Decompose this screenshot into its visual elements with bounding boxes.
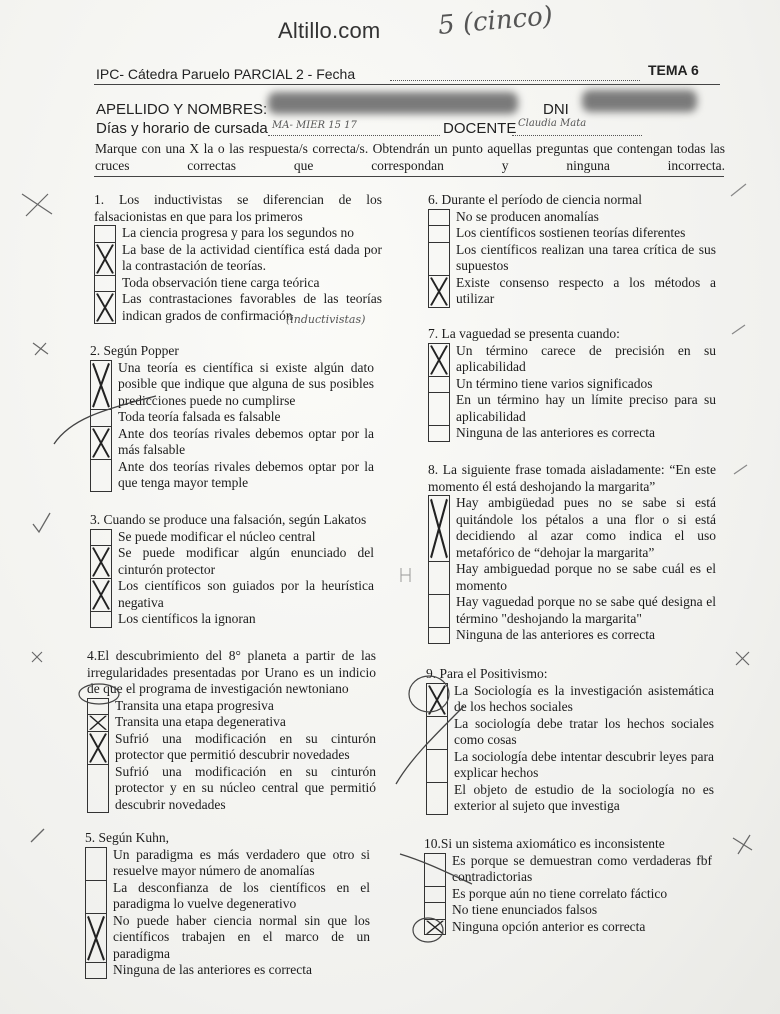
x-mark-icon (88, 715, 108, 731)
answer-checkbox[interactable] (85, 880, 107, 913)
answer-text: La sociología debe intentar descubrir leyes para explicar hechos (454, 748, 714, 780)
question-5 (85, 830, 370, 979)
schedule-label: Días y horario de cursada (96, 120, 268, 137)
answer-text: Sufrió una modificación en su cinturón protector y en su núcleo central que permitió descubrir novedades (115, 763, 376, 812)
answer-option[interactable] (424, 902, 712, 919)
question-stem: 5. Según Kuhn, (85, 830, 169, 845)
answer-option[interactable] (87, 764, 376, 814)
options (87, 698, 376, 814)
answer-option[interactable] (426, 716, 714, 749)
answer-option[interactable] (428, 594, 716, 627)
wrong-mark-icon (734, 650, 752, 668)
answer-checkbox[interactable] (94, 275, 116, 292)
question-stem: 8. La siguiente frase tomada aisladamente: “En este momento él está deshojando la margarita” (428, 462, 716, 494)
answer-checkbox[interactable] (90, 409, 112, 426)
options (94, 225, 382, 324)
answer-checkbox[interactable] (428, 275, 450, 308)
answer-option[interactable] (428, 343, 716, 376)
question-4 (87, 648, 376, 813)
schedule-blank (268, 135, 440, 136)
answer-text: Los científicos la ignoran (118, 611, 256, 626)
x-mark-icon (91, 427, 111, 459)
schedule-value: MA- MIER 15 17 (272, 120, 357, 131)
answer-option[interactable] (90, 360, 374, 410)
answer-text: Transita una etapa progresiva (115, 697, 274, 713)
answer-text: Un término carece de precisión en su aplicabilidad (456, 342, 716, 374)
answer-text: Ninguna de las anteriores es correcta (113, 962, 313, 977)
answer-option[interactable] (87, 698, 376, 715)
answer-option[interactable] (90, 426, 374, 459)
teacher-value: Claudia Mata (518, 118, 587, 129)
answer-option[interactable] (87, 731, 376, 764)
answer-text: No se producen anomalías (456, 208, 599, 224)
answer-option[interactable] (428, 627, 716, 644)
check-mark-icon (28, 826, 48, 846)
options (428, 343, 716, 442)
answer-option[interactable] (424, 853, 712, 886)
answer-text: Es porque se demuestran como verdaderas fbf contradictorias (452, 852, 712, 884)
question-stem: 1. Los inductivistas se diferencian de los falsacionistas en que para los primeros (94, 192, 382, 224)
answer-text: Se puede modificar el núcleo central (118, 528, 316, 544)
answer-option[interactable] (90, 529, 374, 546)
handwritten-grade: 5 (cinco) (436, 1, 555, 41)
answer-text: Toda teoría falsada es falsable (118, 409, 281, 424)
x-mark-icon (91, 579, 111, 611)
question-stem: 4.El descubrimiento del 8° planeta a partir de las irregularidades presentadas por Urano es un indicio de que el programa de investigación newtoniano (87, 648, 376, 696)
answer-option[interactable] (428, 392, 716, 425)
answer-option[interactable] (428, 209, 716, 226)
options (428, 209, 716, 308)
surname-label: APELLIDO Y NOMBRES: (96, 101, 268, 118)
x-mark-icon (95, 292, 115, 323)
answer-checkbox[interactable] (424, 902, 446, 919)
answer-checkbox[interactable] (428, 627, 450, 644)
answer-text: Las contrastaciones favorables de las teorías indican grados de confirmación (122, 291, 382, 323)
answer-checkbox[interactable] (426, 749, 448, 782)
header-rule (94, 84, 720, 85)
answer-text: Ninguna de las anteriores es correcta (456, 425, 656, 440)
answer-option[interactable] (90, 459, 374, 492)
answer-option[interactable] (90, 578, 374, 611)
answer-checkbox[interactable] (426, 716, 448, 749)
question-stem: 10.Si un sistema axiomático es inconsistente (424, 836, 665, 851)
teacher-blank (512, 135, 642, 136)
answer-checkbox[interactable] (90, 611, 112, 628)
answer-text: Transita una etapa degenerativa (115, 714, 286, 729)
answer-text: Se puede modificar algún enunciado del cinturón protector (118, 545, 374, 577)
answer-checkbox[interactable] (428, 242, 450, 275)
answer-checkbox[interactable] (87, 714, 109, 731)
answer-option[interactable] (90, 611, 374, 628)
answer-option[interactable] (424, 919, 712, 936)
check-mark-icon (730, 322, 748, 336)
x-mark-icon (88, 732, 108, 764)
x-mark-icon (91, 361, 111, 410)
answer-option[interactable] (94, 225, 382, 242)
answer-option[interactable] (85, 913, 370, 963)
question-stem: 2. Según Popper (90, 343, 179, 358)
answer-checkbox[interactable] (424, 853, 446, 886)
site-watermark: Altillo.com (278, 18, 381, 43)
answer-checkbox[interactable] (90, 529, 112, 546)
answer-checkbox[interactable] (85, 913, 107, 963)
answer-text: Toda observación tiene carga teórica (122, 274, 320, 290)
answer-text: Es porque aún no tiene correlato fáctico (452, 885, 668, 901)
answer-text: Una teoría es científica si existe algún dato posible que indique que alguna de sus posibles predicciones puede no cumplirse (118, 359, 374, 408)
question-10 (424, 836, 712, 935)
question-2 (90, 343, 374, 492)
answer-checkbox[interactable] (424, 886, 446, 903)
x-mark-icon (429, 276, 449, 307)
answer-option[interactable] (428, 425, 716, 442)
x-mark-icon (425, 920, 445, 935)
answer-text: Ninguna opción anterior es correcta (452, 918, 646, 934)
answer-checkbox[interactable] (94, 225, 116, 242)
answer-option[interactable] (94, 275, 382, 292)
answer-checkbox[interactable] (90, 578, 112, 611)
instructions-rule (94, 176, 724, 177)
answer-checkbox[interactable] (94, 291, 116, 324)
answer-text: La desconfianza de los científicos en el paradigma lo vuelve degenerativo (113, 879, 370, 911)
answer-text: Sufrió una modificación en su cinturón protector que permitió descubrir novedades (115, 730, 376, 762)
answer-checkbox[interactable] (428, 594, 450, 627)
instructions: Marque con una X la o las respuesta/s correcta/s. Obtendrán un punto aquellas preguntas que contengan todas las cruces correctas que correspondan y ninguna incorrecta. (95, 141, 725, 173)
handwritten-note: (inductivistas) (286, 313, 366, 326)
answer-text: Ante dos teorías rivales debemos optar por la que tenga mayor temple (118, 458, 374, 490)
answer-checkbox[interactable] (87, 764, 109, 814)
answer-checkbox[interactable] (87, 731, 109, 764)
margin-letter-icon (398, 566, 414, 584)
answer-option[interactable] (428, 376, 716, 393)
answer-checkbox[interactable] (94, 242, 116, 275)
answer-text: No puede haber ciencia normal sin que los científicos trabajen en el marco de un paradigma (113, 912, 370, 961)
answer-checkbox[interactable] (85, 962, 107, 979)
x-mark-icon (86, 914, 106, 963)
answer-checkbox[interactable] (428, 209, 450, 226)
answer-checkbox[interactable] (426, 782, 448, 815)
dni-label: DNI (543, 101, 569, 118)
answer-checkbox[interactable] (428, 425, 450, 442)
answer-option[interactable] (90, 545, 374, 578)
redacted-dni (582, 90, 697, 112)
answer-option[interactable] (428, 242, 716, 275)
answer-text: Ante dos teorías rivales debemos optar por la más falsable (118, 425, 374, 457)
teacher-label: DOCENTE (443, 120, 517, 137)
options (426, 683, 714, 815)
answer-checkbox[interactable] (428, 392, 450, 425)
answer-text: Hay ambiguedad porque no se sabe cuál es el momento (456, 561, 716, 593)
answer-text: No tiene enunciados falsos (452, 902, 598, 917)
question-stem: 9. Para el Positivismo: (426, 666, 548, 681)
answer-checkbox[interactable] (428, 343, 450, 376)
question-stem: 6. Durante el período de ciencia normal (428, 192, 643, 207)
options (90, 529, 374, 628)
answer-text: La ciencia progresa y para los segundos no (122, 225, 355, 240)
answer-text: Hay vaguedad porque no se sabe qué designa el término "deshojando la margarita" (456, 594, 716, 626)
wrong-mark-icon (30, 650, 44, 664)
answer-text: Los científicos realizan una tarea crítica de sus supuestos (456, 241, 716, 273)
answer-text: Hay ambigüedad pues no se sabe si está quitándole los pétalos a una flor o si está decidiendo al azar como indica el uso metafórico de “dehojar la margarita” (456, 495, 716, 560)
answer-text: Ninguna de las anteriores es correcta (456, 627, 656, 642)
question-6 (428, 192, 716, 308)
answer-option[interactable] (428, 275, 716, 308)
answer-option[interactable] (428, 561, 716, 594)
wrong-mark-icon (30, 340, 52, 358)
answer-text: El objeto de estudio de la sociología no es exterior al sujeto que investiga (454, 781, 714, 813)
answer-checkbox[interactable] (428, 376, 450, 393)
answer-checkbox[interactable] (428, 495, 450, 561)
options (424, 853, 712, 936)
answer-checkbox[interactable] (424, 919, 446, 936)
question-1 (94, 192, 382, 324)
check-mark-icon (732, 462, 750, 476)
date-blank (390, 80, 640, 81)
x-mark-icon (427, 684, 447, 716)
answer-text: La sociología debe tratar los hechos sociales como cosas (454, 715, 714, 747)
answer-text: La base de la actividad científica está dada por la contrastación de teorías. (122, 241, 382, 273)
answer-checkbox[interactable] (90, 545, 112, 578)
options (85, 847, 370, 979)
answer-text: En un término hay un límite preciso para su aplicabilidad (456, 392, 716, 424)
question-stem: 3. Cuando se produce una falsación, según Lakatos (90, 512, 367, 527)
redacted-name (268, 92, 518, 114)
question-3 (90, 512, 374, 628)
answer-text: La Sociología es la investigación asistemática de los hechos sociales (454, 682, 714, 714)
answer-text: Un término tiene varios significados (456, 375, 653, 391)
x-mark-icon (429, 344, 449, 376)
answer-option[interactable] (94, 242, 382, 275)
options (90, 360, 374, 492)
answer-option[interactable] (90, 409, 374, 426)
answer-text: Existe consenso respecto a los métodos a utilizar (456, 274, 716, 306)
answer-option[interactable] (426, 683, 714, 716)
answer-option[interactable] (428, 225, 716, 242)
x-mark-icon (429, 496, 449, 561)
options (428, 495, 716, 644)
answer-checkbox[interactable] (428, 561, 450, 594)
answer-checkbox[interactable] (90, 360, 112, 410)
question-8 (428, 462, 716, 644)
answer-option[interactable] (426, 782, 714, 815)
question-7 (428, 326, 716, 442)
theme-label: TEMA 6 (648, 62, 699, 78)
wrong-mark-icon (18, 190, 58, 220)
answer-option[interactable] (85, 847, 370, 880)
answer-option[interactable] (428, 495, 716, 561)
answer-checkbox[interactable] (90, 459, 112, 492)
answer-option[interactable] (85, 962, 370, 979)
answer-checkbox[interactable] (87, 698, 109, 715)
answer-option[interactable] (87, 714, 376, 731)
check-mark-icon (30, 510, 54, 536)
question-stem: 7. La vaguedad se presenta cuando: (428, 326, 620, 341)
x-mark-icon (91, 546, 111, 578)
answer-text: Los científicos son guiados por la heurística negativa (118, 578, 374, 610)
answer-checkbox[interactable] (85, 847, 107, 880)
answer-checkbox[interactable] (426, 683, 448, 716)
answer-option[interactable] (424, 886, 712, 903)
answer-checkbox[interactable] (428, 225, 450, 242)
answer-text: Los científicos sostienen teorías diferentes (456, 225, 686, 240)
answer-option[interactable] (426, 749, 714, 782)
check-mark-icon (728, 180, 750, 200)
wrong-mark-icon (730, 832, 756, 856)
answer-text: Un paradigma es más verdadero que otro si resuelve mayor número de anomalías (113, 846, 370, 878)
answer-checkbox[interactable] (90, 426, 112, 459)
question-9 (426, 666, 714, 815)
course-line: IPC- Cátedra Paruelo PARCIAL 2 - Fecha (96, 66, 356, 82)
x-mark-icon (95, 243, 115, 275)
answer-option[interactable] (85, 880, 370, 913)
